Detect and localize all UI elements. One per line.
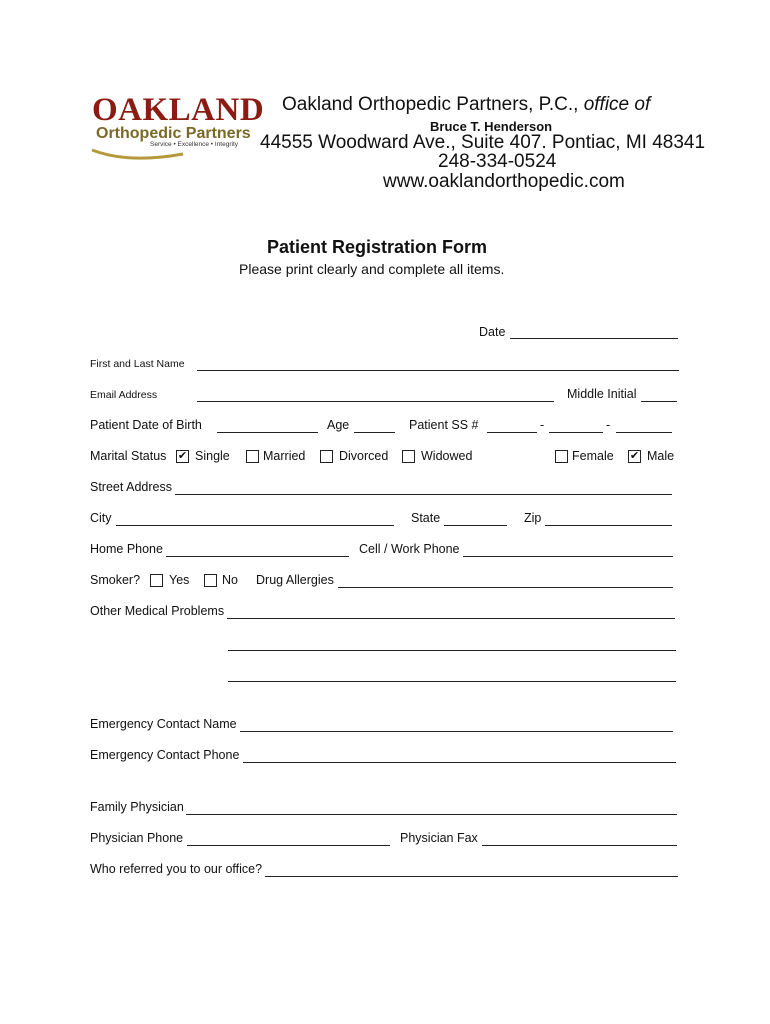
ss-field-3[interactable] — [616, 432, 672, 433]
practice-name: Oakland Orthopedic Partners, P.C., — [282, 94, 579, 115]
middle-initial-field[interactable] — [641, 401, 677, 402]
date-label: Date — [479, 325, 506, 339]
state-label: State — [411, 511, 441, 525]
smoker-label: Smoker? — [90, 573, 141, 587]
name-label: First and Last Name — [90, 358, 185, 370]
male-label: Male — [647, 449, 675, 463]
referral-field[interactable] — [265, 876, 678, 877]
medical-label: Other Medical Problems — [90, 604, 225, 618]
referral-label: Who referred you to our office? — [90, 862, 263, 876]
male-checkbox[interactable]: ✔ — [629, 450, 640, 462]
allergies-label: Drug Allergies — [256, 573, 334, 587]
physician-fax-label: Physician Fax — [400, 831, 478, 845]
street-field[interactable] — [175, 494, 672, 495]
zip-field[interactable] — [545, 525, 672, 526]
physician-phone-field[interactable] — [187, 845, 390, 846]
widowed-label: Widowed — [421, 449, 473, 463]
ss-sep-1: - — [540, 418, 545, 432]
female-checkbox[interactable] — [555, 450, 568, 463]
practice-line — [282, 94, 650, 116]
smoker-no-checkbox[interactable] — [204, 574, 217, 587]
single-checkbox[interactable]: ✔ — [177, 450, 188, 462]
form-title: Patient Registration Form — [267, 237, 488, 257]
single-label: Single — [195, 449, 230, 463]
dob-field[interactable] — [217, 432, 318, 433]
ss-field-2[interactable] — [549, 432, 603, 433]
logo-main-text: OAKLAND — [92, 92, 265, 128]
emergency-name-label: Emergency Contact Name — [90, 717, 237, 731]
city-field[interactable] — [116, 525, 394, 526]
physician-fax-field[interactable] — [482, 845, 677, 846]
allergies-field[interactable] — [338, 587, 673, 588]
email-label: Email Address — [90, 389, 158, 401]
emergency-name-field[interactable] — [240, 731, 673, 732]
dob-label: Patient Date of Birth — [90, 418, 202, 432]
state-field[interactable] — [444, 525, 507, 526]
middle-initial-label: Middle Initial — [567, 387, 637, 401]
widowed-checkbox[interactable] — [402, 450, 415, 463]
medical-field-3[interactable] — [228, 681, 676, 682]
married-checkbox[interactable] — [246, 450, 259, 463]
ss-sep-2: - — [606, 418, 611, 432]
physician-phone-label: Physician Phone — [90, 831, 184, 845]
age-field[interactable] — [354, 432, 395, 433]
practice-address: 44555 Woodward Ave., Suite 407. Pontiac, MI 48341 — [260, 132, 706, 153]
doctor-name: Bruce T. Henderson — [430, 119, 553, 134]
married-label: Married — [263, 449, 306, 463]
age-label: Age — [327, 418, 350, 432]
cell-phone-label: Cell / Work Phone — [359, 542, 460, 556]
emergency-phone-label: Emergency Contact Phone — [90, 748, 240, 762]
divorced-label: Divorced — [339, 449, 389, 463]
city-label: City — [90, 511, 112, 525]
logo-sub-text: Orthopedic Partners — [96, 125, 251, 142]
home-phone-field[interactable] — [166, 556, 349, 557]
email-field[interactable] — [197, 401, 554, 402]
cell-phone-field[interactable] — [463, 556, 673, 557]
smoker-yes-label: Yes — [169, 573, 190, 587]
divorced-checkbox[interactable] — [320, 450, 333, 463]
name-field[interactable] — [197, 370, 679, 371]
female-label: Female — [572, 449, 614, 463]
form-subtitle: Please print clearly and complete all items. — [239, 261, 505, 277]
street-label: Street Address — [90, 480, 172, 494]
marital-label: Marital Status — [90, 449, 167, 463]
practice-phone: 248-334-0524 — [438, 151, 557, 172]
smoker-yes-checkbox[interactable] — [150, 574, 163, 587]
family-physician-label: Family Physician — [90, 800, 184, 814]
home-phone-label: Home Phone — [90, 542, 163, 556]
date-field[interactable] — [510, 338, 678, 339]
ss-field-1[interactable] — [487, 432, 537, 433]
logo-tagline: Service • Excellence • Integrity — [150, 141, 239, 148]
smoker-no-label: No — [222, 573, 238, 587]
ss-label: Patient SS # — [409, 418, 479, 432]
practice-website[interactable]: www.oaklandorthopedic.com — [383, 171, 625, 192]
medical-field-2[interactable] — [228, 650, 676, 651]
office-of: office of — [583, 94, 651, 115]
emergency-phone-field[interactable] — [243, 762, 676, 763]
zip-label: Zip — [524, 511, 542, 525]
family-physician-field[interactable] — [186, 814, 677, 815]
medical-field-1[interactable] — [227, 618, 675, 619]
